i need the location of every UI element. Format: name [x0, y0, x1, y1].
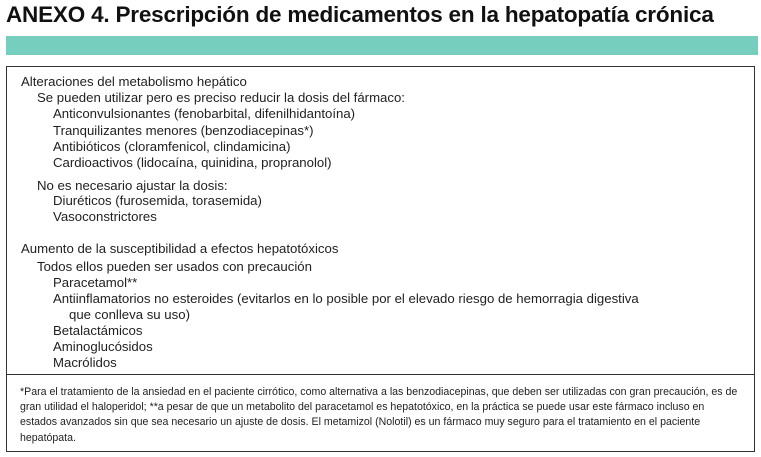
- footnote: *Para el tratamiento de la ansiedad en el paciente cirrótico, como alternativa a las benzodiacepinas, que deben ser utilizadas con gran precaución, es de gran utilidad el haloperidol; **a pesar de que un metabolito del paracetamol es hepatotóxico, en la práctica se puede usar este fármaco incluso en estados avanzados sin que sea necesario un ajuste de dosis. El metamizol (Nolotil) es un fármaco muy seguro para el tratamiento en el paciente hepatópata.: [20, 386, 738, 444]
- section-heading-metabolism: Alteraciones del metabolismo hepático: [21, 74, 247, 89]
- list-item: Antibióticos (cloramfenicol, clindamicina): [53, 139, 291, 154]
- list-item: Macrólidos: [53, 355, 117, 370]
- group-label-reduce-dose: Se pueden utilizar pero es preciso reducir la dosis del fármaco:: [37, 90, 405, 105]
- section-heading-hepatotoxic: Aumento de la susceptibilidad a efectos hepatotóxicos: [21, 241, 339, 256]
- list-item-continuation: que conlleva su uso): [69, 307, 190, 322]
- list-item: Tranquilizantes menores (benzodiacepinas*): [53, 123, 314, 138]
- group-label-no-adjust: No es necesario ajustar la dosis:: [37, 178, 228, 193]
- list-item: Cardioactivos (lidocaína, quinidina, propranolol): [53, 155, 332, 170]
- prescription-table: [6, 66, 755, 452]
- list-item: Betalactámicos: [53, 323, 143, 338]
- page-title: ANEXO 4. Prescripción de medicamentos en la hepatopatía crónica: [6, 2, 714, 27]
- list-item: Aminoglucósidos: [53, 339, 153, 354]
- list-item: Anticonvulsionantes (fenobarbital, difenilhidantoína): [53, 106, 356, 121]
- group-label-caution: Todos ellos pueden ser usados con precaución: [37, 259, 312, 274]
- header-color-band: [6, 36, 758, 55]
- list-item: Paracetamol**: [53, 275, 138, 290]
- list-item: Diuréticos (furosemida, torasemida): [53, 193, 262, 208]
- list-item: Vasoconstrictores: [53, 209, 157, 224]
- table-main-section: [7, 67, 754, 375]
- list-item: Antiinflamatorios no esteroides (evitarlos en lo posible por el elevado riesgo de hemorragia digestiva: [53, 291, 639, 306]
